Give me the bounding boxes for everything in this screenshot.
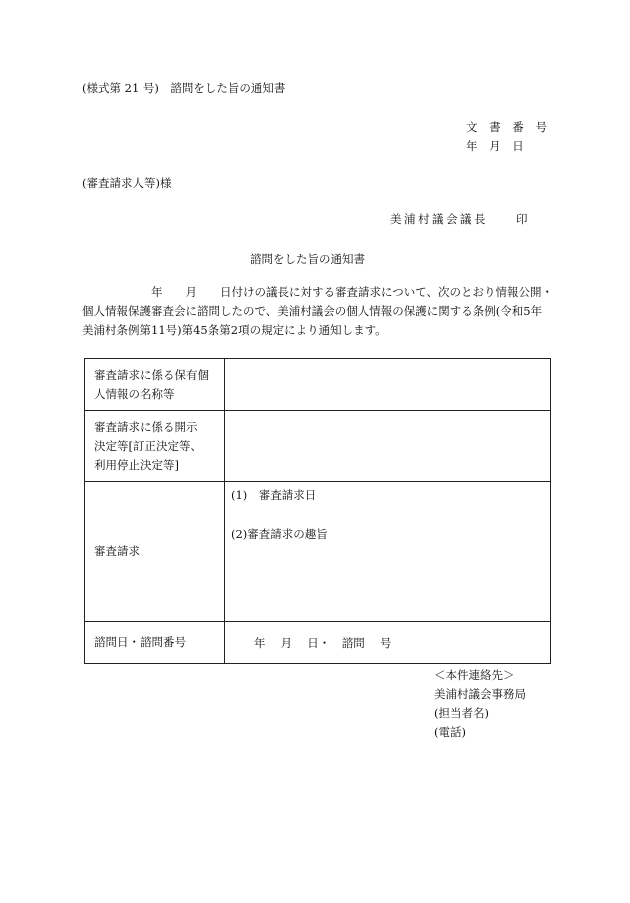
notice-paragraph: [82, 283, 562, 340]
paragraph-line: 美浦村条例第11号)第45条第2項の規定により通知します。: [82, 323, 387, 337]
consultation-value-cell: 年 月 日・ 諮問 号: [225, 622, 551, 664]
table-row: [85, 482, 551, 622]
document-date-label: 年 月 日: [466, 139, 528, 153]
addressee: (審査請求人等)様: [82, 176, 172, 190]
contact-person: (担当者名): [434, 706, 489, 720]
label-line: 審査請求に係る開示: [94, 419, 198, 434]
sender-line: 美浦村議会議長 印: [390, 212, 530, 226]
contact-phone: (電話): [434, 725, 466, 739]
row-label: [85, 622, 225, 664]
label-line: 諮問日・諮問番号: [94, 635, 186, 649]
request-purpose-item: (2)審査請求の趣旨: [231, 527, 328, 541]
info-table: [84, 358, 551, 664]
document-number-label: 文 書 番 号: [466, 120, 551, 134]
decision-value-cell: [225, 411, 551, 482]
table-row: [85, 411, 551, 482]
form-identifier: (様式第 21 号) 諮問をした旨の通知書: [82, 81, 286, 95]
request-date-item: (1) 審査請求日: [231, 488, 317, 502]
table-row: [85, 622, 551, 664]
row-label: [85, 359, 225, 411]
label-line: 決定等[訂正決定等、: [94, 438, 202, 453]
table-row: [85, 359, 551, 411]
label-line: 審査請求: [94, 544, 140, 558]
label-line: 審査請求に係る保有個: [94, 367, 209, 382]
row-label: [85, 482, 225, 622]
info-value-cell: [225, 359, 551, 411]
paragraph-line: 年 月 日付けの議長に対する審査請求について、次のとおり情報公開・: [82, 285, 554, 299]
contact-office: 美浦村議会事務局: [434, 687, 526, 701]
row-label: [85, 411, 225, 482]
label-line: 利用停止決定等]: [94, 457, 179, 472]
request-details-cell: [225, 482, 551, 622]
contact-block: [434, 666, 526, 742]
paragraph-line: 個人情報保護審査会に諮問したので、美浦村議会の個人情報の保護に関する条例(令和5年: [82, 304, 543, 318]
document-title: 諮問をした旨の通知書: [250, 252, 365, 266]
label-line: 人情報の名称等: [94, 386, 175, 401]
contact-heading: ＜本件連絡先＞: [434, 668, 515, 682]
